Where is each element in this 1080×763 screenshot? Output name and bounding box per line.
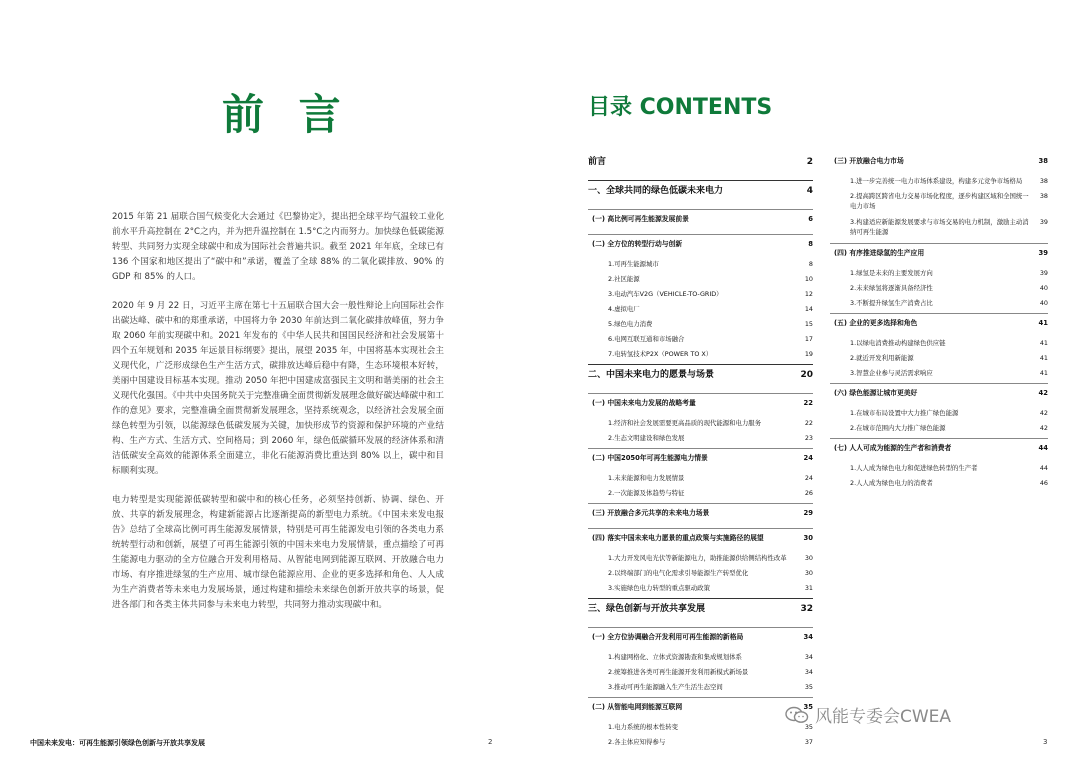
toc-entry[interactable] — [588, 453, 813, 473]
toc-entry[interactable] — [588, 702, 813, 722]
toc-entry[interactable] — [830, 388, 1048, 408]
watermark — [785, 702, 951, 727]
toc-entry-label: (二) 从智能电网到能源互联网 — [592, 703, 683, 711]
toc-entry-page: 41 — [1039, 339, 1048, 347]
toc-entry-page: 8 — [808, 240, 813, 248]
toc-entry[interactable] — [588, 568, 813, 583]
toc-entry-label: 6.电网互联互通和市场融合 — [608, 335, 685, 343]
toc-entry-label: (四) 有序推进绿氢的生产应用 — [834, 249, 925, 257]
toc-entry[interactable] — [830, 156, 1048, 176]
toc-entry[interactable] — [588, 433, 813, 448]
toc-entry[interactable] — [830, 176, 1048, 191]
toc-entry-page: 30 — [804, 569, 813, 577]
toc-entry[interactable] — [588, 304, 813, 319]
toc-entry-label: 三、绿色创新与开放共享发展 — [588, 604, 706, 614]
wechat-icon — [785, 706, 809, 724]
toc-entry-label: 2.一次能源及体趋势与特征 — [608, 489, 685, 497]
toc-entry[interactable] — [588, 632, 813, 652]
toc-entry-label: (一) 全方位协调融合开发利用可再生能源的新格局 — [592, 633, 744, 641]
toc-divider — [588, 627, 813, 628]
toc-entry[interactable] — [588, 349, 813, 364]
toc-entry-label: 1.人人成为绿色电力和促进绿色转型的生产者 — [850, 464, 978, 472]
toc-entry-label: 1.可再生能源城市 — [608, 260, 659, 268]
toc-entry-label: 1.大力开发风电光伏等新能源电力，助推能源供给侧结构性改革 — [608, 554, 787, 562]
toc-divider — [588, 448, 813, 449]
toc-divider — [588, 697, 813, 698]
toc-entry-label: 1.以绿电消费推动构建绿色供应链 — [850, 339, 946, 347]
toc-entry-label: 1.在城市布局设置中大力推广绿色能源 — [850, 409, 959, 417]
toc-entry-label: 3.实施绿色电力转型的重点驱动政策 — [608, 584, 710, 592]
toc-entry-label: (二) 全方位的转型行动与创新 — [592, 240, 683, 248]
toc-entry-label: 2.生态文明建设和绿色发展 — [608, 434, 685, 442]
toc-entry-label: (三) 开放融合多元共享的未来电力场景 — [592, 509, 710, 517]
toc-entry-page: 34 — [803, 633, 813, 641]
toc-entry-page: 39 — [1039, 218, 1048, 226]
toc-entry-page: 10 — [804, 275, 813, 283]
toc-entry-label: 1.构建网格化、立体式资源勘查和集成规划体系 — [608, 653, 742, 661]
toc-entry[interactable] — [830, 283, 1048, 298]
preface-body — [112, 210, 444, 627]
toc-entry-page: 6 — [808, 215, 813, 223]
preface-title: 前 言 — [222, 90, 351, 139]
toc-entry-page: 46 — [1039, 479, 1048, 487]
toc-entry-page: 8 — [808, 260, 813, 268]
toc-entry-page: 22 — [803, 399, 813, 407]
toc-entry[interactable] — [830, 443, 1048, 463]
toc-entry[interactable] — [830, 368, 1048, 383]
toc-entry-page: 42 — [1038, 389, 1048, 397]
toc-entry-label: 2.以终端部门的电气化需求引导能源生产转型优化 — [608, 569, 749, 577]
toc-entry[interactable] — [588, 722, 813, 737]
toc-entry[interactable] — [588, 473, 813, 488]
toc-entry-label: 7.电转氢技术P2X（POWER TO X） — [608, 350, 713, 358]
toc-entry[interactable] — [588, 156, 813, 180]
toc-entry-label: (三) 开放融合电力市场 — [834, 157, 904, 165]
toc-entry-label: 1.绿氢是未来的主要发展方向 — [850, 269, 933, 277]
toc-entry[interactable] — [588, 508, 813, 528]
toc-entry-label: 前言 — [588, 157, 607, 167]
toc-entry-page: 17 — [804, 335, 813, 343]
toc-entry[interactable] — [588, 488, 813, 503]
toc-entry-label: 2.提高跨区跨省电力交易市场化程度，逐步构建区域和全国统一电力市场 — [850, 192, 1029, 210]
toc-entry-label: 3.智慧企业参与灵活需求响应 — [850, 369, 933, 377]
toc-divider — [830, 313, 1048, 314]
toc-entry-page: 42 — [1039, 424, 1048, 432]
toc-entry-page: 30 — [803, 534, 813, 542]
toc-column-left — [588, 156, 813, 752]
toc-entry-page: 30 — [804, 554, 813, 562]
toc-entry[interactable] — [830, 248, 1048, 268]
toc-title: 目录 CONTENTS — [588, 95, 773, 120]
toc-entry-page: 14 — [804, 305, 813, 313]
toc-entry-label: 2.就近开发利用新能源 — [850, 354, 914, 362]
toc-entry-label: (七) 人人可成为能源的生产者和消费者 — [834, 444, 952, 452]
toc-entry-page: 39 — [1038, 249, 1048, 257]
footer-report-title: 中国未来发电：可再生能源引领绿色创新与开放共享发展 — [30, 739, 205, 747]
toc-entry-page: 41 — [1039, 369, 1048, 377]
toc-entry-label: 3.电动汽车V2G（VEHICLE-TO-GRID） — [608, 290, 723, 298]
toc-entry-label: 1.电力系统的根本性转变 — [608, 723, 679, 731]
toc-entry-page: 40 — [1039, 299, 1048, 307]
toc-entry-page: 23 — [804, 434, 813, 442]
toc-entry[interactable] — [588, 289, 813, 304]
toc-entry[interactable] — [588, 259, 813, 274]
toc-divider — [588, 528, 813, 529]
toc-column-right — [830, 156, 1048, 493]
toc-entry-page: 29 — [803, 509, 813, 517]
toc-entry-label: (一) 高比例可再生能源发展前景 — [592, 215, 689, 223]
toc-entry[interactable] — [830, 408, 1048, 423]
toc-entry[interactable] — [588, 583, 813, 598]
toc-entry-page: 26 — [804, 489, 813, 497]
toc-divider — [830, 243, 1048, 244]
toc-entry-page: 41 — [1039, 354, 1048, 362]
toc-entry[interactable] — [588, 185, 813, 209]
toc-entry-page: 38 — [1039, 192, 1048, 200]
toc-divider — [830, 383, 1048, 384]
toc-entry-label: (四) 落实中国未来电力愿景的重点政策与实施路径的展望 — [592, 534, 764, 542]
toc-entry[interactable] — [830, 478, 1048, 493]
toc-divider — [588, 234, 813, 235]
toc-entry-page: 22 — [804, 419, 813, 427]
toc-entry[interactable] — [830, 423, 1048, 438]
toc-entry-label: 二、中国未来电力的愿景与场景 — [588, 370, 715, 380]
toc-entry-page: 15 — [804, 320, 813, 328]
toc-entry[interactable] — [588, 274, 813, 289]
toc-entry-page: 32 — [800, 604, 813, 614]
toc-entry[interactable] — [830, 268, 1048, 283]
toc-entry[interactable] — [830, 353, 1048, 368]
toc-entry-label: 1.经济和社会发展需要更高品质的现代能源和电力服务 — [608, 419, 762, 427]
toc-entry-label: 1.进一步完善统一电力市场体系建设，构建多元竞争市场格局 — [850, 177, 1023, 185]
toc-entry-label: 一、全球共同的绿色低碳未来电力 — [588, 186, 724, 196]
toc-entry-page: 38 — [1038, 157, 1048, 165]
toc-entry-label: 2.各主体应知得参与 — [608, 738, 666, 746]
toc-entry-page: 39 — [1039, 269, 1048, 277]
toc-entry-label: 3.构建适应新能源发展要求与市场交易的电力机制，激励主动消纳可再生能源 — [850, 218, 1029, 236]
toc-divider — [588, 393, 813, 394]
toc-entry[interactable] — [588, 319, 813, 334]
toc-entry-page: 2 — [806, 157, 813, 167]
toc-divider — [830, 438, 1048, 439]
toc-entry-page: 42 — [1039, 409, 1048, 417]
toc-entry[interactable] — [588, 603, 813, 627]
toc-entry[interactable] — [830, 191, 1048, 217]
toc-entry-label: 2.在城市范围内大力推广绿色能源 — [850, 424, 946, 432]
toc-entry-label: 3.推动可再生能源融入生产生活生态空间 — [608, 683, 723, 691]
toc-entry-label: 2.未来绿氢将逐渐具备经济性 — [850, 284, 933, 292]
toc-entry-page: 34 — [804, 668, 813, 676]
toc-entry[interactable] — [830, 217, 1048, 243]
toc-entry[interactable] — [588, 667, 813, 682]
toc-divider — [588, 598, 813, 599]
toc-entry-page: 12 — [804, 290, 813, 298]
toc-entry-label: 1.未来能源和电力发展情景 — [608, 474, 685, 482]
toc-entry-page: 37 — [804, 738, 813, 746]
toc-entry-label: 2.统筹推进各类可再生能源开发利用新模式新场景 — [608, 668, 749, 676]
toc-entry[interactable] — [588, 553, 813, 568]
left-page-number: 2 — [488, 738, 493, 746]
toc-entry-page: 35 — [804, 683, 813, 691]
toc-entry[interactable] — [588, 214, 813, 234]
toc-entry[interactable] — [588, 737, 813, 752]
toc-entry-page: 35 — [804, 723, 813, 731]
watermark-text: 风能专委会CWEA — [815, 707, 952, 727]
toc-entry[interactable] — [588, 652, 813, 667]
toc-entry-page: 4 — [806, 186, 813, 196]
preface-paragraph-1: 2015 年第 21 届联合国气候变化大会通过《巴黎协定》，提出把全球平均气温较工业化前水平升高控制在 2°C之内，并为把升温控制在 1.5°C之内而努力。加快绿色低碳能源转型、共同努力实现全球碳中和成为国际社会普遍共识。截至 2021 年年底，全球已有 136 个国家和地区提出了“碳中和”承诺，覆盖了全球 88% 的二氧化碳排放、90% 的 GDP 和 85% 的人口。 — [112, 212, 444, 282]
right-page-number: 3 — [1043, 738, 1048, 746]
toc-entry-label: (六) 绿色能源让城市更美好 — [834, 389, 918, 397]
toc-entry-label: (五) 企业的更多选择和角色 — [834, 319, 918, 327]
toc-entry[interactable] — [588, 533, 813, 553]
toc-entry-label: 4.虚拟电厂 — [608, 305, 640, 313]
toc-entry[interactable] — [588, 334, 813, 349]
toc-entry[interactable] — [830, 318, 1048, 338]
toc-entry-label: 3.不断提升绿氢生产消费占比 — [850, 299, 933, 307]
toc-entry-label: 2.社区能源 — [608, 275, 640, 283]
toc-entry-page: 34 — [804, 653, 813, 661]
toc-entry[interactable] — [588, 369, 813, 393]
preface-paragraph-2: 2020 年 9 月 22 日，习近平主席在第七十五届联合国大会一般性辩论上向国际社会作出碳达峰、碳中和的郑重承诺，中国将力争 2030 年前达到二氧化碳排放峰值，努力争取 2060 年前实现碳中和。2021 年发布的《中华人民共和国国民经济和社会发展第十四个五年规划和 2035 年远景目标纲要》提出，展望 2035 年，中国将基本实现社会主义现代化，广泛形成绿色生产生活方式，碳排放达峰后稳中有降，生态环境根本好转，美丽中国建设目标基本实现。推动 2050 年把中国建成富强民主文明和谐美丽的社会主义现代化强国。《中共中央国务院关于完整准确全面贯彻新发展理念做好碳达峰碳中和工作的意见》要求，完整准确全面贯彻新发展理念，坚持系统观念，以经济社会发展全面绿色转型为引领，以能源绿色低碳发展为关键，加快形成节约资源和保护环境的产业结构、生产方式、生活方式、空间格局；到 2060 年，绿色低碳循环发展的经济体系和清洁低碳安全高效的能源体系全面建立，非化石能源消费比重达到 80% 以上，碳中和目标顺利实现。 — [112, 301, 444, 476]
toc-entry[interactable] — [588, 398, 813, 418]
toc-divider — [588, 364, 813, 365]
toc-entry[interactable] — [588, 239, 813, 259]
toc-entry-page: 19 — [804, 350, 813, 358]
toc-entry-page: 44 — [1039, 464, 1048, 472]
right-page — [540, 0, 1080, 763]
toc-entry[interactable] — [588, 418, 813, 433]
toc-entry-page: 40 — [1039, 284, 1048, 292]
toc-entry-page: 44 — [1038, 444, 1048, 452]
toc-entry[interactable] — [830, 463, 1048, 478]
toc-entry-label: (一) 中国未来电力发展的战略考量 — [592, 399, 696, 407]
toc-entry-label: (二) 中国2050年可再生能源电力情景 — [592, 454, 708, 462]
toc-entry[interactable] — [588, 682, 813, 697]
toc-entry-page: 24 — [803, 454, 813, 462]
toc-divider — [588, 180, 813, 181]
toc-entry-page: 38 — [1039, 177, 1048, 185]
preface-paragraph-3: 电力转型是实现能源低碳转型和碳中和的核心任务，必须坚持创新、协调、绿色、开放、共享的新发展理念，构建新能源占比逐渐提高的新型电力系统。《中国未来发电报告》总结了全球高比例可再生能源发展情景，特别是可再生能源发电引领的各类电力系统转型行动和创新，展望了可再生能源引领的中国未来电力发展情景，重点描绘了可再生能源电力驱动的全方位融合开发利用格局、从智能电网到能源互联网、开放融合电力市场、有序推进绿氢的生产应用、城市绿色能源应用、企业的更多选择和角色、人人成为生产消费者等未来电力发展场景，通过构建和描绘未来绿色创新开放共享的场景，促进各部门和各类主体共同参与未来电力转型，共同努力推动实现碳中和。 — [112, 495, 444, 610]
toc-entry-page: 31 — [804, 584, 813, 592]
toc-entry-page: 35 — [803, 703, 813, 711]
toc-entry-label: 5.绿色电力消费 — [608, 320, 653, 328]
toc-divider — [588, 503, 813, 504]
toc-entry-page: 24 — [804, 474, 813, 482]
toc-entry-page: 41 — [1038, 319, 1048, 327]
toc-divider — [588, 209, 813, 210]
toc-entry-page: 20 — [800, 370, 813, 380]
toc-entry[interactable] — [830, 298, 1048, 313]
toc-entry-label: 2.人人成为绿色电力的消费者 — [850, 479, 933, 487]
toc-entry[interactable] — [830, 338, 1048, 353]
